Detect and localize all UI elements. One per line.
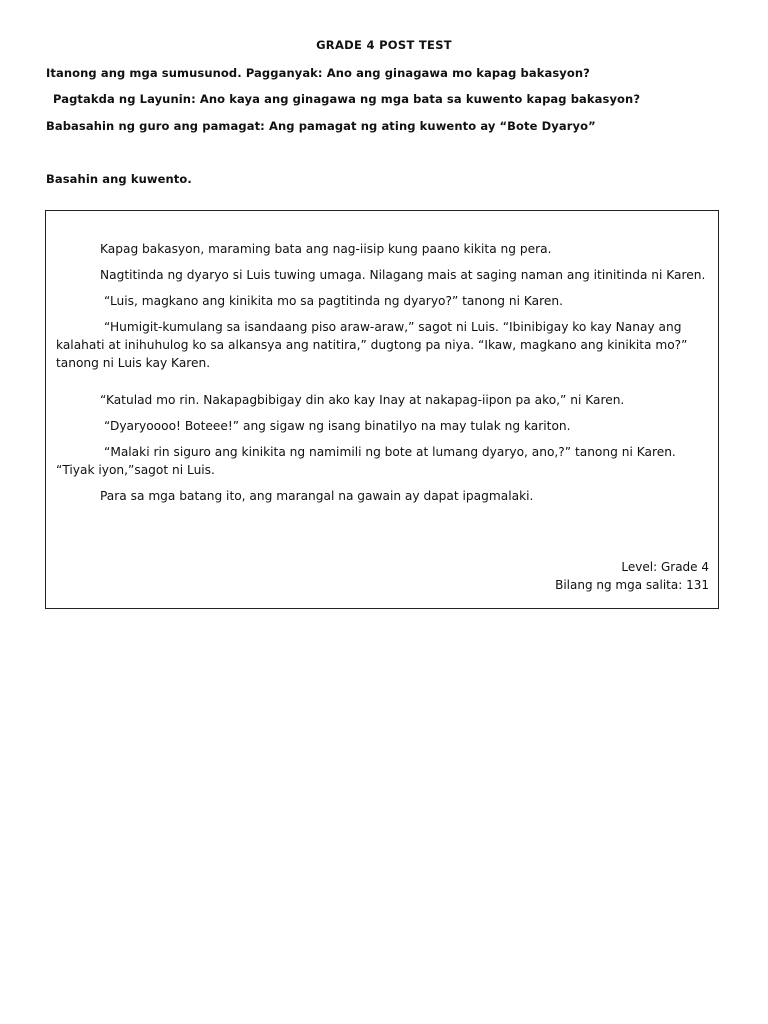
reading-level: Level: Grade 4	[621, 560, 709, 574]
story-box	[45, 210, 719, 609]
story-paragraph: “Luis, magkano ang kinikita mo sa pagtitinda ng dyaryo?” tanong ni Karen.	[104, 294, 563, 308]
instruction-purpose: Pagtakda ng Layunin: Ano kaya ang ginagawa ng mga bata sa kuwento kapag bakasyon?	[53, 92, 641, 106]
story-paragraph: “Katulad mo rin. Nakapagbibigay din ako kay Inay at nakapag-iipon pa ako,” ni Karen.	[100, 393, 625, 407]
story-paragraph: Kapag bakasyon, maraming bata ang nag-iisip kung paano kikita ng pera.	[100, 242, 552, 256]
story-paragraph: Nagtitinda ng dyaryo si Luis tuwing umaga. Nilagang mais at saging naman ang itinitinda ni Karen.	[100, 268, 706, 282]
word-count: Bilang ng mga salita: 131	[555, 578, 709, 592]
instruction-read-story: Basahin ang kuwento.	[46, 172, 192, 186]
story-paragraph: Para sa mga batang ito, ang marangal na gawain ay dapat ipagmalaki.	[100, 489, 534, 503]
page-title: GRADE 4 POST TEST	[316, 38, 452, 52]
story-text	[56, 240, 710, 513]
story-paragraph: “Malaki rin siguro ang kinikita ng namimili ng bote at lumang dyaryo, ano,?” tanong ni Karen. “Tiyak iyon,”sagot ni Luis.	[56, 445, 676, 477]
story-paragraph: “Dyaryoooo! Boteee!” ang sigaw ng isang binatilyo na may tulak ng kariton.	[104, 419, 571, 433]
instruction-motivation: Itanong ang mga sumusunod. Pagganyak: Ano ang ginagawa mo kapag bakasyon?	[46, 66, 590, 80]
instruction-title-reading: Babasahin ng guro ang pamagat: Ang pamagat ng ating kuwento ay “Bote Dyaryo”	[46, 119, 596, 133]
story-paragraph: “Humigit-kumulang sa isandaang piso araw-araw,” sagot ni Luis. “Ibinibigay ko kay Nanay ang kalahati at inihuhulog ko sa alkansya ang natitira,” dugtong pa niya. “Ikaw, magkano ang kinikita mo?” tanong ni Luis kay Karen.	[56, 320, 688, 370]
